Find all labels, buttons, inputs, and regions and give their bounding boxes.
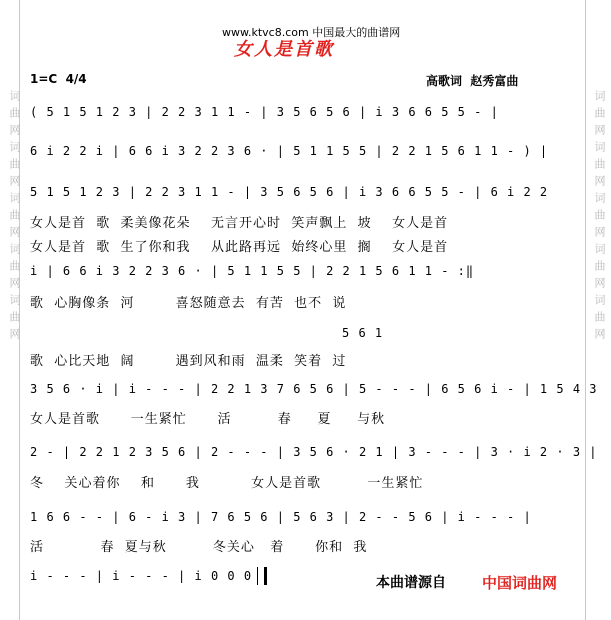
right-watermark: 词曲网词曲网词曲网词曲网词曲网	[593, 90, 606, 345]
lyric-line-7: 活 春 夏与秋 冬关心 着 你和 我	[30, 540, 368, 555]
score-line-8: i - - - | i - - - | i 0 0 0	[30, 569, 253, 583]
score-line-4: i | 6 6 i 3 2 2 3 6 · | 5 1 1 5 5 | 2 2 1 5 6 1 1 - :‖	[30, 264, 475, 278]
key-signature: 1=C 4/4	[30, 72, 87, 86]
credits: 高歌词 赵秀富曲	[426, 74, 519, 88]
song-title: 女人是首歌	[234, 39, 334, 60]
score-line-3: 5 1 5 1 2 3 | 2 2 3 1 1 - | 3 5 6 5 6 | i 3 6 6 5 5 - | 6 i 2 2	[30, 185, 549, 199]
source-label: 本曲谱源自	[376, 575, 446, 591]
right-border-line	[585, 0, 586, 620]
lyric-line-3: 歌 心胸像条 河 喜怒随意去 有苦 也不 说	[30, 296, 347, 311]
source-url: www.ktvc8.com 中国最大的曲谱网	[222, 26, 401, 39]
lyric-line-6: 冬 关心着你 和 我 女人是首歌 一生紧忙	[30, 476, 424, 491]
score-line-2: 6 i 2 2 i | 6 6 i 3 2 2 3 6 · | 5 1 1 5 5 | 2 2 1 5 6 1 1 - ) |	[30, 144, 549, 158]
lyric-line-5: 女人是首歌 一生紧忙 活 春 夏 与秋	[30, 412, 386, 427]
score-line-1: ( 5 1 5 1 2 3 | 2 2 3 1 1 - | 3 5 6 5 6 | i 3 6 6 5 5 - |	[30, 105, 499, 119]
site-name[interactable]: 中国词曲网	[482, 574, 558, 592]
left-watermark: 词曲网词曲网词曲网词曲网词曲网	[8, 90, 21, 345]
score-line-5: 3 5 6 · i | i - - - | 2 2 1 3 7 6 5 6 | 5 - - - | 6 5 6 i - | 1 5 4 3	[30, 382, 598, 396]
lyric-line-4: 歌 心比天地 阔 遇到风和雨 温柔 笑着 过	[30, 354, 347, 369]
lyric-line-2: 女人是首 歌 生了你和我 从此路再远 始终心里 搁 女人是首	[30, 240, 449, 255]
score-line-7: 1 6 6 - - | 6 - i 3 | 7 6 5 6 | 5 6 3 | 2 - - 5 6 | i - - - |	[30, 510, 532, 524]
score-line-6: 2 - | 2 2 1 2 3 5 6 | 2 - - - | 3 5 6 · 2 1 | 3 - - - | 3 · i 2 · 3 |	[30, 445, 598, 459]
final-barline	[257, 567, 267, 585]
lyric-line-1: 女人是首 歌 柔美像花朵 无言开心时 笑声飘上 坡 女人是首	[30, 216, 449, 231]
score-ornament: 5 6 1	[342, 326, 384, 340]
